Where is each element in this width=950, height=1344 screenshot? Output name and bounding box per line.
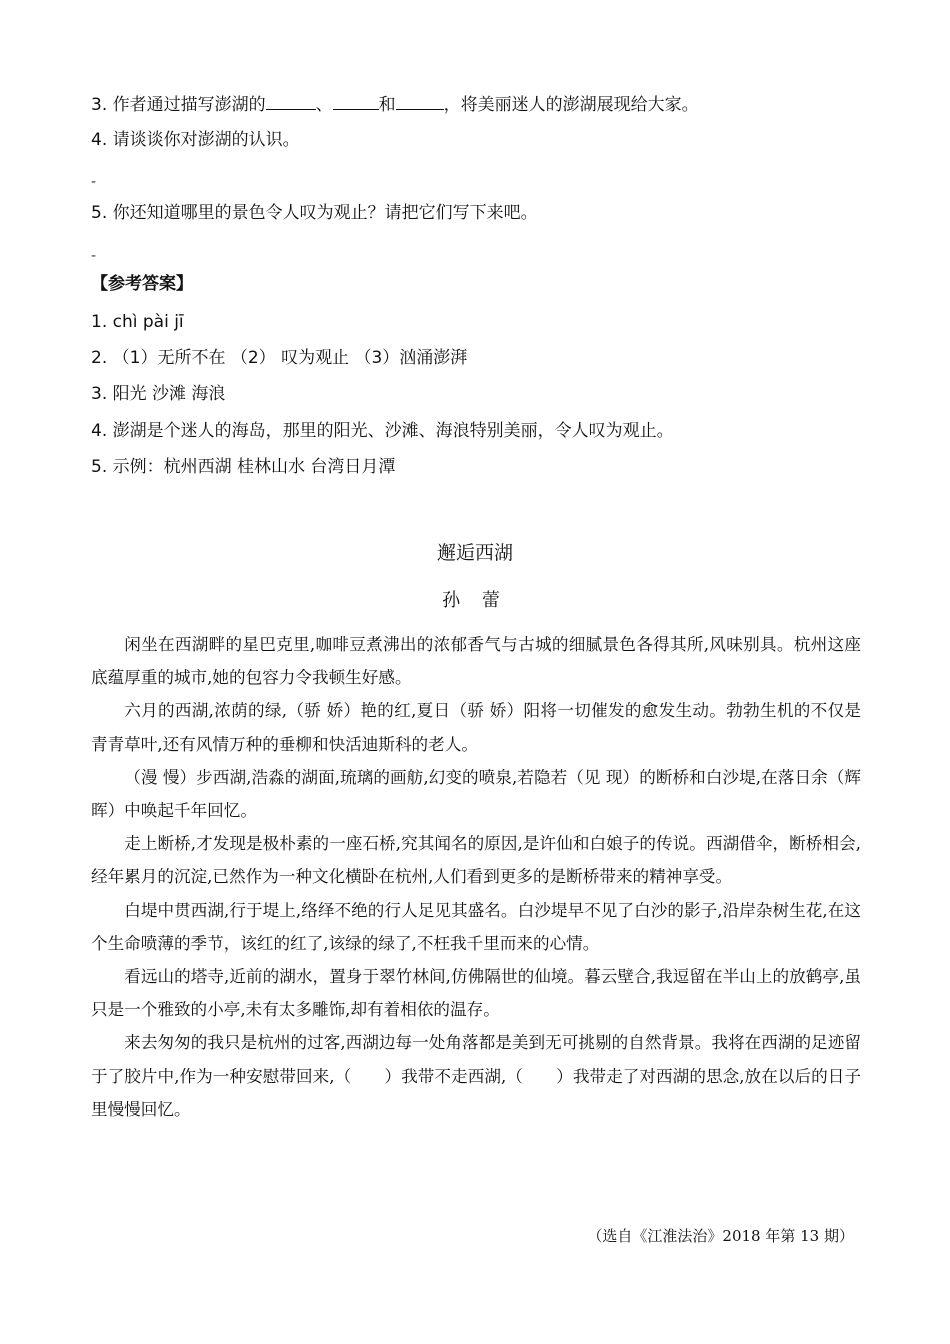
question-3-prefix: 3. 作者通过描写澎湖的 <box>91 95 266 115</box>
answer-blank[interactable] <box>396 92 444 110</box>
question-3-separator: 、 <box>315 95 333 115</box>
article-paragraph: 走上断桥,才发现是极朴素的一座石桥,究其闻名的原因,是许仙和白娘子的传说。西湖借伞，断桥相会,经年累月的沉淀,已然作为一种文化横卧在杭州,人们看到更多的是断桥带来的精神享受。 <box>91 834 861 887</box>
article-paragraph: 六月的西湖,浓荫的绿,（骄 娇）艳的红,夏日（骄 娇）阳将一切催发的愈发生动。勃勃生机的不仅是青青草叶,还有风情万种的垂柳和快活迪斯科的老人。 <box>91 701 861 754</box>
article-paragraph: （漫 慢）步西湖,浩淼的湖面,琉璃的画舫,幻变的喷泉,若隐若（见 现）的断桥和白沙堤,在落日余（辉 晖）中唤起千年回忆。 <box>91 767 861 821</box>
answer-line-marker: - <box>91 248 97 264</box>
answer-1: 1. chì pài jī <box>91 312 184 332</box>
question-3-separator: 和 <box>378 95 396 115</box>
article-paragraph: 白堤中贯西湖,行于堤上,络绎不绝的行人足见其盛名。白沙堤早不见了白沙的影子,沿岸杂树生花,在这个生命喷薄的季节，该红的红了,该绿的绿了,不枉我千里而来的心情。 <box>91 900 861 953</box>
answer-line-marker: - <box>91 174 97 190</box>
question-3-suffix: ，将美丽迷人的澎湖展现给大家。 <box>443 95 699 115</box>
reference-answer-heading: 【参考答案】 <box>91 274 193 294</box>
question-4: 4. 请谈谈你对澎湖的认识。 <box>91 130 300 150</box>
answer-blank[interactable] <box>333 92 379 110</box>
question-3 <box>91 92 699 116</box>
answer-2: 2. （1）无所不在 （2） 叹为观止 （3）汹涌澎湃 <box>91 348 468 368</box>
article-paragraph: 闲坐在西湖畔的星巴克里,咖啡豆煮沸出的浓郁香气与古城的细腻景色各得其所,风味别具。杭州这座底蕴厚重的城市,她的包容力令我顿生好感。 <box>91 635 861 688</box>
article-paragraph: 来去匆匆的我只是杭州的过客,西湖边每一处角落都是美到无可挑剔的自然背景。我将在西湖的足迹留于了胶片中,作为一种安慰带回来,（ ）我带不走西湖,（ ）我带走了对西湖的思念,放在以后的日子里慢慢回忆。 <box>91 1033 861 1119</box>
article-author: 孙 蕾 <box>442 590 508 611</box>
article-body <box>91 628 861 1126</box>
article-paragraph: 看远山的塔寺,近前的湖水，置身于翠竹林间,仿佛隔世的仙境。暮云壁合,我逗留在半山上的放鹤亭,虽只是一个雅致的小亭,未有太多雕饰,却有着相依的温存。 <box>91 967 861 1020</box>
article-title: 邂逅西湖 <box>436 542 513 564</box>
answer-4: 4. 澎湖是个迷人的海岛，那里的阳光、沙滩、海浪特别美丽，令人叹为观止。 <box>91 421 674 441</box>
answer-blank[interactable] <box>266 92 316 110</box>
question-5: 5. 你还知道哪里的景色令人叹为观止？请把它们写下来吧。 <box>91 203 538 223</box>
article-source: （选自《江淮法治》2018 年第 13 期） <box>587 1227 854 1245</box>
answer-5: 5. 示例：杭州西湖 桂林山水 台湾日月潭 <box>91 457 396 477</box>
answer-3: 3. 阳光 沙滩 海浪 <box>91 384 226 404</box>
